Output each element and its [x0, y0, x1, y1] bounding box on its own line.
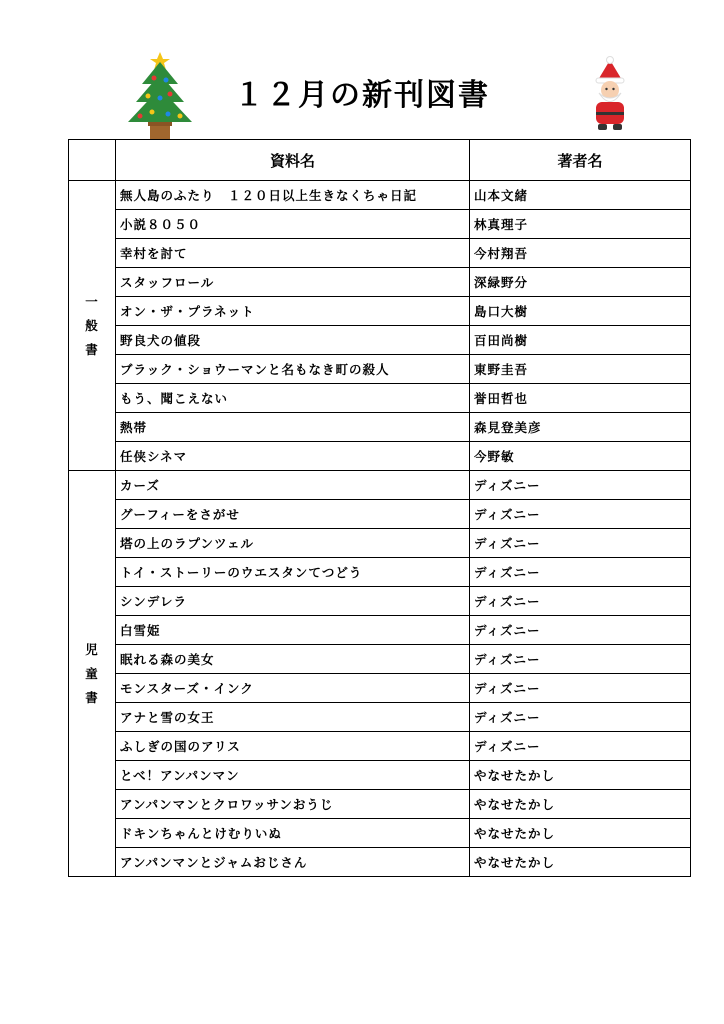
book-author: やなせたかし: [470, 819, 691, 848]
book-title: オン・ザ・プラネット: [116, 297, 470, 326]
book-author: ディズニー: [470, 529, 691, 558]
table-row: [69, 616, 691, 645]
table-row: [69, 558, 691, 587]
book-author: やなせたかし: [470, 790, 691, 819]
book-author: 百田尚樹: [470, 326, 691, 355]
category-char: 一: [85, 293, 99, 309]
table-row: [69, 210, 691, 239]
book-title: 野良犬の値段: [116, 326, 470, 355]
book-author: ディズニー: [470, 732, 691, 761]
book-title: トイ・ストーリーのウエスタンてつどう: [116, 558, 470, 587]
table-row: [69, 326, 691, 355]
table-row: [69, 674, 691, 703]
category-general-books: [69, 181, 116, 471]
book-author: 誉田哲也: [470, 384, 691, 413]
book-title: 無人島のふたり １２０日以上生きなくちゃ日記: [116, 181, 470, 210]
book-title: とべ！アンパンマン: [116, 761, 470, 790]
page-title: １２月の新刊図書: [234, 78, 490, 113]
table-row: [69, 790, 691, 819]
table-row: [69, 645, 691, 674]
book-title: ブラック・ショウーマンと名もなき町の殺人: [116, 355, 470, 384]
table-row: [69, 587, 691, 616]
table-row: [69, 181, 691, 210]
header-author-name: 著者名: [470, 140, 691, 181]
book-author: 森見登美彦: [470, 413, 691, 442]
table-row: [69, 355, 691, 384]
book-title: シンデレラ: [116, 587, 470, 616]
table-row: [69, 413, 691, 442]
book-author: ディズニー: [470, 587, 691, 616]
book-author: ディズニー: [470, 471, 691, 500]
book-title: 任侠シネマ: [116, 442, 470, 471]
table-row: [69, 761, 691, 790]
table-header-row: [69, 140, 691, 181]
book-title: ふしぎの国のアリス: [116, 732, 470, 761]
book-title: スタッフロール: [116, 268, 470, 297]
table-row: [69, 239, 691, 268]
book-author: 深緑野分: [470, 268, 691, 297]
category-children-books: [69, 471, 116, 877]
book-author: ディズニー: [470, 645, 691, 674]
book-author: ディズニー: [470, 500, 691, 529]
table-row: [69, 819, 691, 848]
book-author: やなせたかし: [470, 848, 691, 877]
table-row: [69, 297, 691, 326]
table-row: [69, 500, 691, 529]
category-char: 童: [85, 665, 99, 681]
category-char: 書: [85, 689, 99, 705]
table-row: [69, 268, 691, 297]
book-author: ディズニー: [470, 674, 691, 703]
book-title: もう、聞こえない: [116, 384, 470, 413]
book-title: カーズ: [116, 471, 470, 500]
table-row: [69, 529, 691, 558]
table-row: [69, 442, 691, 471]
book-title: アンパンマンとクロワッサンおうじ: [116, 790, 470, 819]
book-author: 山本文緒: [470, 181, 691, 210]
book-title: モンスターズ・インク: [116, 674, 470, 703]
book-author: ディズニー: [470, 558, 691, 587]
book-title: 白雪姫: [116, 616, 470, 645]
book-title: 幸村を討て: [116, 239, 470, 268]
table-row: [69, 703, 691, 732]
book-title: 塔の上のラプンツェル: [116, 529, 470, 558]
book-author: 林真理子: [470, 210, 691, 239]
book-author: ディズニー: [470, 703, 691, 732]
table-body: [69, 181, 691, 877]
new-books-table: [68, 139, 691, 877]
header-corner: [69, 140, 116, 181]
book-title: アンパンマンとジャムおじさん: [116, 848, 470, 877]
book-title: アナと雪の女王: [116, 703, 470, 732]
book-author: 今野敏: [470, 442, 691, 471]
table-row: [69, 848, 691, 877]
book-title: 小説８０５０: [116, 210, 470, 239]
book-title: ドキンちゃんとけむりいぬ: [116, 819, 470, 848]
book-author: 東野圭吾: [470, 355, 691, 384]
table-row: [69, 471, 691, 500]
book-title: 眠れる森の美女: [116, 645, 470, 674]
category-char: 書: [85, 341, 99, 357]
book-author: やなせたかし: [470, 761, 691, 790]
table-row: [69, 384, 691, 413]
category-char: 児: [85, 641, 99, 657]
header-material-name: 資料名: [116, 140, 470, 181]
book-author: ディズニー: [470, 616, 691, 645]
category-char: 般: [85, 317, 99, 333]
table-row: [69, 732, 691, 761]
book-author: 島口大樹: [470, 297, 691, 326]
book-author: 今村翔吾: [470, 239, 691, 268]
book-title: 熱帯: [116, 413, 470, 442]
book-title: グーフィーをさがせ: [116, 500, 470, 529]
